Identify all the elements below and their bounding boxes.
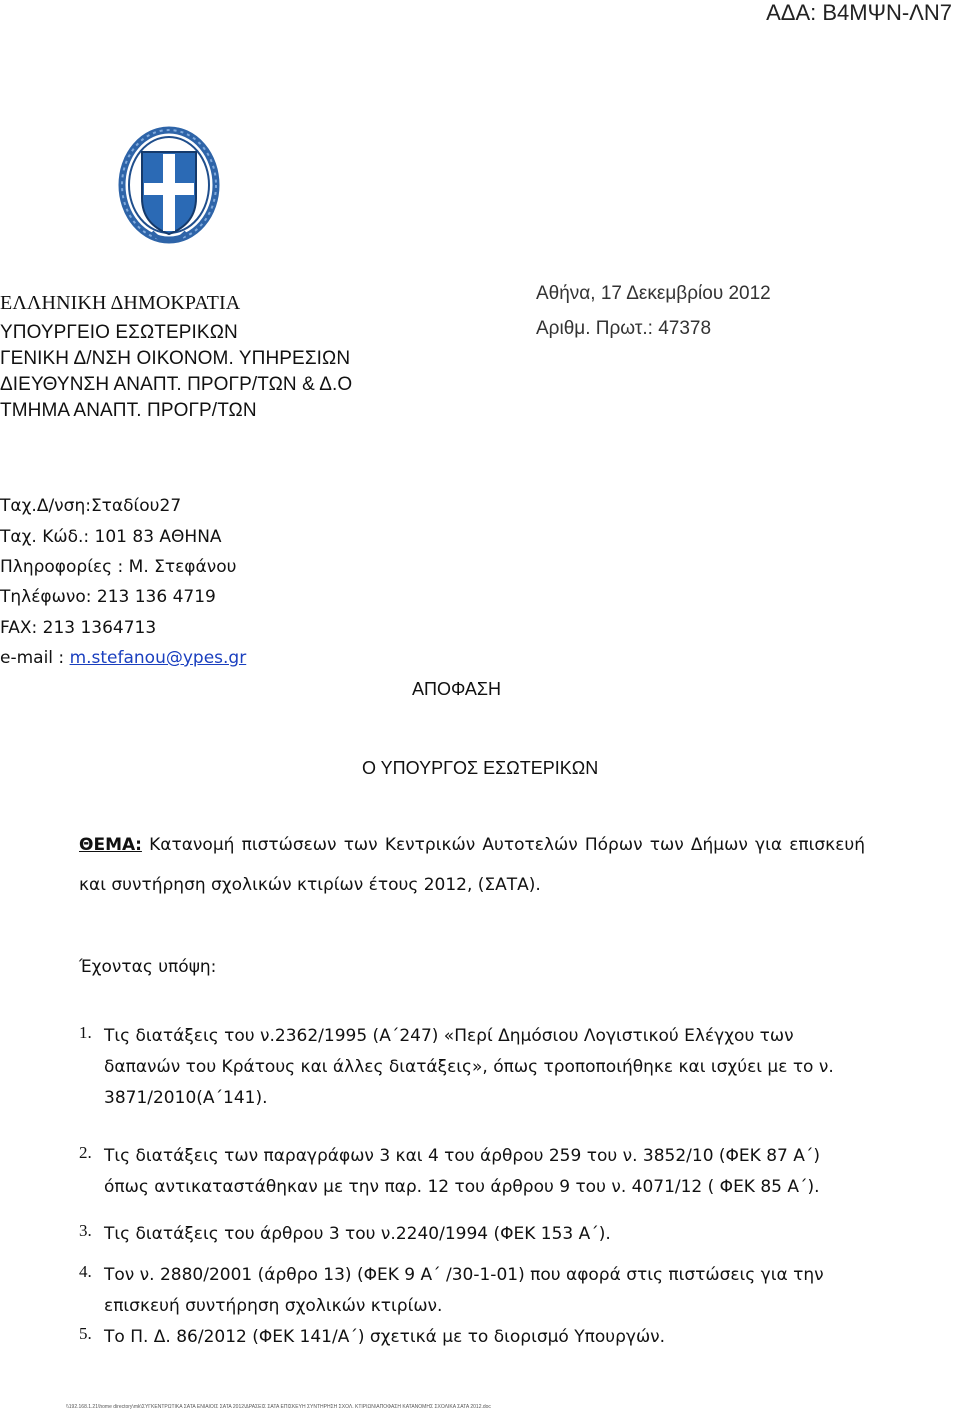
org-line-1: ΕΛΛΗΝΙΚΗ ΔΗΜΟΚΡΑΤΙΑ — [0, 292, 241, 314]
email-label: e-mail : — [0, 648, 70, 668]
list-item-number: 1. — [79, 1023, 92, 1042]
list-item-text: Τις διατάξεις του άρθρου 3 του ν.2240/1994 (ΦΕΚ 153 Α΄). — [104, 1224, 611, 1244]
ada-code: ΑΔΑ: Β4ΜΨΝ-ΛΝ7 — [766, 0, 952, 25]
list-item-text: Τις διατάξεις των παραγράφων 3 και 4 του άρθρου 259 του ν. 3852/10 (ΦΕΚ 87 Α΄) όπως αντικαταστάθηκαν με την παρ. 12 του άρθρου 9 του ν. 4071/12 ( ΦΕΚ 85 Α΄). — [104, 1146, 821, 1197]
subject-text: Κατανομή πιστώσεων των Κεντρικών Αυτοτελών Πόρων των Δήμων για επισκευή και συντήρηση σχολικών κτιρίων έτους 2012, (ΣΑΤΑ). — [79, 835, 866, 895]
contact-postal-code: Ταχ. Κώδ.: 101 83 ΑΘΗΝΑ — [0, 527, 222, 547]
greek-coat-of-arms-emblem — [118, 100, 220, 270]
list-item-number: 4. — [79, 1262, 92, 1281]
contact-address: Ταχ.Δ/νση:Σταδίου27 — [0, 496, 182, 516]
org-line-4: ΔΙΕΥΘΥΝΣΗ ΑΝΑΠΤ. ΠΡΟΓΡ/ΤΩΝ & Δ.Ο — [0, 374, 353, 395]
subject-label: ΘΕΜΑ: — [79, 835, 142, 855]
contact-phone: Τηλέφωνο: 213 136 4719 — [0, 587, 216, 607]
minister-title: Ο ΥΠΟΥΡΓΟΣ ΕΣΩΤΕΡΙΚΩΝ — [362, 758, 599, 778]
protocol-number: Αριθμ. Πρωτ.: 47378 — [536, 318, 712, 339]
list-item-number: 3. — [79, 1221, 92, 1240]
subject-paragraph — [79, 825, 865, 905]
contact-fax: FAX: 213 1364713 — [0, 618, 157, 638]
considering-heading: Έχοντας υπόψη: — [79, 957, 217, 977]
list-item-text: Τον ν. 2880/2001 (άρθρο 13) (ΦΕΚ 9 Α΄ /30-1-01) που αφορά στις πιστώσεις για την επισκευή συντήρηση σχολικών κτιρίων. — [104, 1265, 824, 1316]
list-item-number: 2. — [79, 1143, 92, 1162]
org-line-3: ΓΕΝΙΚΗ Δ/ΝΣΗ ΟΙΚΟΝΟΜ. ΥΠΗΡΕΣΙΩΝ — [0, 348, 351, 369]
list-item-text: Το Π. Δ. 86/2012 (ΦΕΚ 141/Α΄) σχετικά με το διορισμό Υπουργών. — [104, 1327, 666, 1347]
contact-info: Πληροφορίες : Μ. Στεφάνου — [0, 557, 237, 577]
email-link[interactable]: m.stefanou@ypes.gr — [69, 648, 247, 668]
document-date: Αθήνα, 17 Δεκεμβρίου 2012 — [536, 283, 771, 304]
contact-email-row — [0, 648, 246, 668]
org-line-5: ΤΜΗΜΑ ΑΝΑΠΤ. ΠΡΟΓΡ/ΤΩΝ — [0, 400, 257, 421]
shield-cross-horizontal — [144, 183, 194, 195]
org-line-2: ΥΠΟΥΡΓΕΙΟ ΕΣΩΤΕΡΙΚΩΝ — [0, 322, 238, 343]
list-item-text: Τις διατάξεις του ν.2362/1995 (Α΄247) «Περί Δημόσιου Λογιστικού Ελέγχου των δαπανών του Κράτους και άλλες διατάξεις», όπως τροποποιήθηκε και ισχύει με το ν. 3871/2010(Α΄141). — [104, 1026, 834, 1108]
list-item-number: 5. — [79, 1324, 92, 1343]
decision-title: ΑΠΟΦΑΣΗ — [412, 679, 501, 699]
footer-file-path: \\192.168.1.21\home directory\mk\ΣΥΓΚΕΝΤΡΩΤΙΚΑ ΣΑΤΑ ΕΝΙΑΙΟΙΣ ΣΑΤΑ 2012\ΔΡΑΣΕΙΣ ΣΑΤΑ ΕΠΙΣΚΕΥΗ ΣΥΝΤΗΡΗΣΗ ΣΧΟΛ. ΚΤΙΡΙΩΝ\ΑΠΟΦΑΣΗ ΚΑΤΑΝΟΜΗΣ ΣΧΟΛΙΚΑ ΣΑΤΑ 2012.doc — [66, 1404, 491, 1410]
